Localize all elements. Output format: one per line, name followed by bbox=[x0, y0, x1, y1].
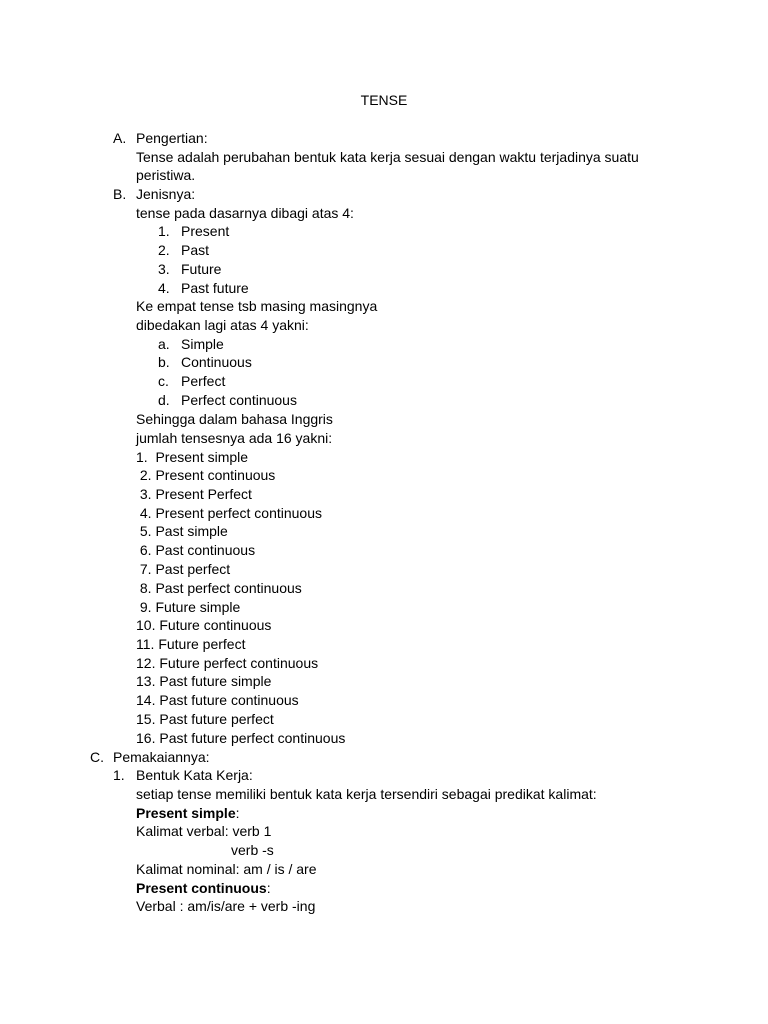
tense-list-item: 15. Past future perfect bbox=[136, 711, 274, 727]
tense-list-item: 4. Present perfect continuous bbox=[136, 505, 322, 521]
aspect-marker: a. bbox=[158, 336, 170, 352]
item1-marker: 1. bbox=[113, 767, 125, 783]
aspect-marker: c. bbox=[158, 373, 169, 389]
aspects-intro: dibedakan lagi atas 4 yakni: bbox=[136, 317, 309, 333]
continuous-verbal-line: Verbal : am/is/are + verb -ing bbox=[136, 898, 316, 914]
tense-list-item: 11. Future perfect bbox=[136, 636, 246, 652]
type-item: Past bbox=[181, 242, 210, 258]
total-intro: jumlah tensesnya ada 16 yakni: bbox=[136, 430, 333, 446]
type-marker: 3. bbox=[158, 261, 170, 277]
section-a-line: Tense adalah perubahan bentuk kata kerja sesuai dengan waktu terjadinya suatu bbox=[136, 149, 639, 165]
aspect-item: Perfect bbox=[181, 373, 226, 389]
present-continuous-heading bbox=[136, 880, 271, 897]
aspect-item: Perfect continuous bbox=[181, 392, 297, 408]
tense-list-item: 7. Past perfect bbox=[136, 561, 231, 577]
section-b-intro: tense pada dasarnya dibagi atas 4: bbox=[136, 205, 354, 221]
tense-list-item: 8. Past perfect continuous bbox=[136, 580, 302, 596]
heading-colon: : bbox=[266, 880, 271, 896]
tense-list-item: 12. Future perfect continuous bbox=[136, 655, 319, 671]
type-marker: 1. bbox=[158, 223, 170, 239]
section-a-line: peristiwa. bbox=[136, 167, 196, 183]
present-simple-heading bbox=[136, 805, 240, 822]
nominal-line: Kalimat nominal: am / is / are bbox=[136, 861, 317, 877]
aspects-intro: Ke empat tense tsb masing masingnya bbox=[136, 298, 378, 314]
tense-list-item: 1. Present simple bbox=[136, 449, 249, 465]
document-title: TENSE bbox=[360, 92, 408, 108]
tense-list-item: 2. Present continuous bbox=[136, 467, 276, 483]
section-a-heading: Pengertian: bbox=[136, 130, 208, 146]
tense-list-item: 16. Past future perfect continuous bbox=[136, 730, 346, 746]
type-item: Future bbox=[181, 261, 222, 277]
aspect-item: Continuous bbox=[181, 354, 252, 370]
section-c-heading: Pemakaiannya: bbox=[113, 749, 210, 765]
total-intro: Sehingga dalam bahasa Inggris bbox=[136, 411, 333, 427]
item1-heading: Bentuk Kata Kerja: bbox=[136, 767, 253, 783]
tense-list-item: 5. Past simple bbox=[136, 523, 228, 539]
verbal-line: Kalimat verbal: verb 1 bbox=[136, 823, 272, 839]
tense-list-item: 10. Future continuous bbox=[136, 617, 272, 633]
type-item: Past future bbox=[181, 280, 249, 296]
present-simple-label: Present simple bbox=[136, 805, 236, 821]
tense-list-item: 14. Past future continuous bbox=[136, 692, 299, 708]
heading-colon: : bbox=[235, 805, 240, 821]
aspect-marker: d. bbox=[158, 392, 170, 408]
tense-list-item: 9. Future simple bbox=[136, 599, 241, 615]
aspect-marker: b. bbox=[158, 354, 170, 370]
type-marker: 2. bbox=[158, 242, 170, 258]
present-continuous-label: Present continuous bbox=[136, 880, 267, 896]
section-b-heading: Jenisnya: bbox=[136, 186, 196, 202]
tense-list-item: 3. Present Perfect bbox=[136, 486, 252, 502]
section-c-marker: C. bbox=[90, 749, 104, 765]
section-a-marker: A. bbox=[113, 130, 127, 146]
item1-intro: setiap tense memiliki bentuk kata kerja tersendiri sebagai predikat kalimat: bbox=[136, 786, 597, 802]
type-item: Present bbox=[181, 223, 230, 239]
verbal-alt: verb -s bbox=[231, 842, 274, 858]
tense-list-item: 13. Past future simple bbox=[136, 673, 272, 689]
type-marker: 4. bbox=[158, 280, 170, 296]
tense-list-item: 6. Past continuous bbox=[136, 542, 256, 558]
aspect-item: Simple bbox=[181, 336, 224, 352]
section-b-marker: B. bbox=[113, 186, 127, 202]
